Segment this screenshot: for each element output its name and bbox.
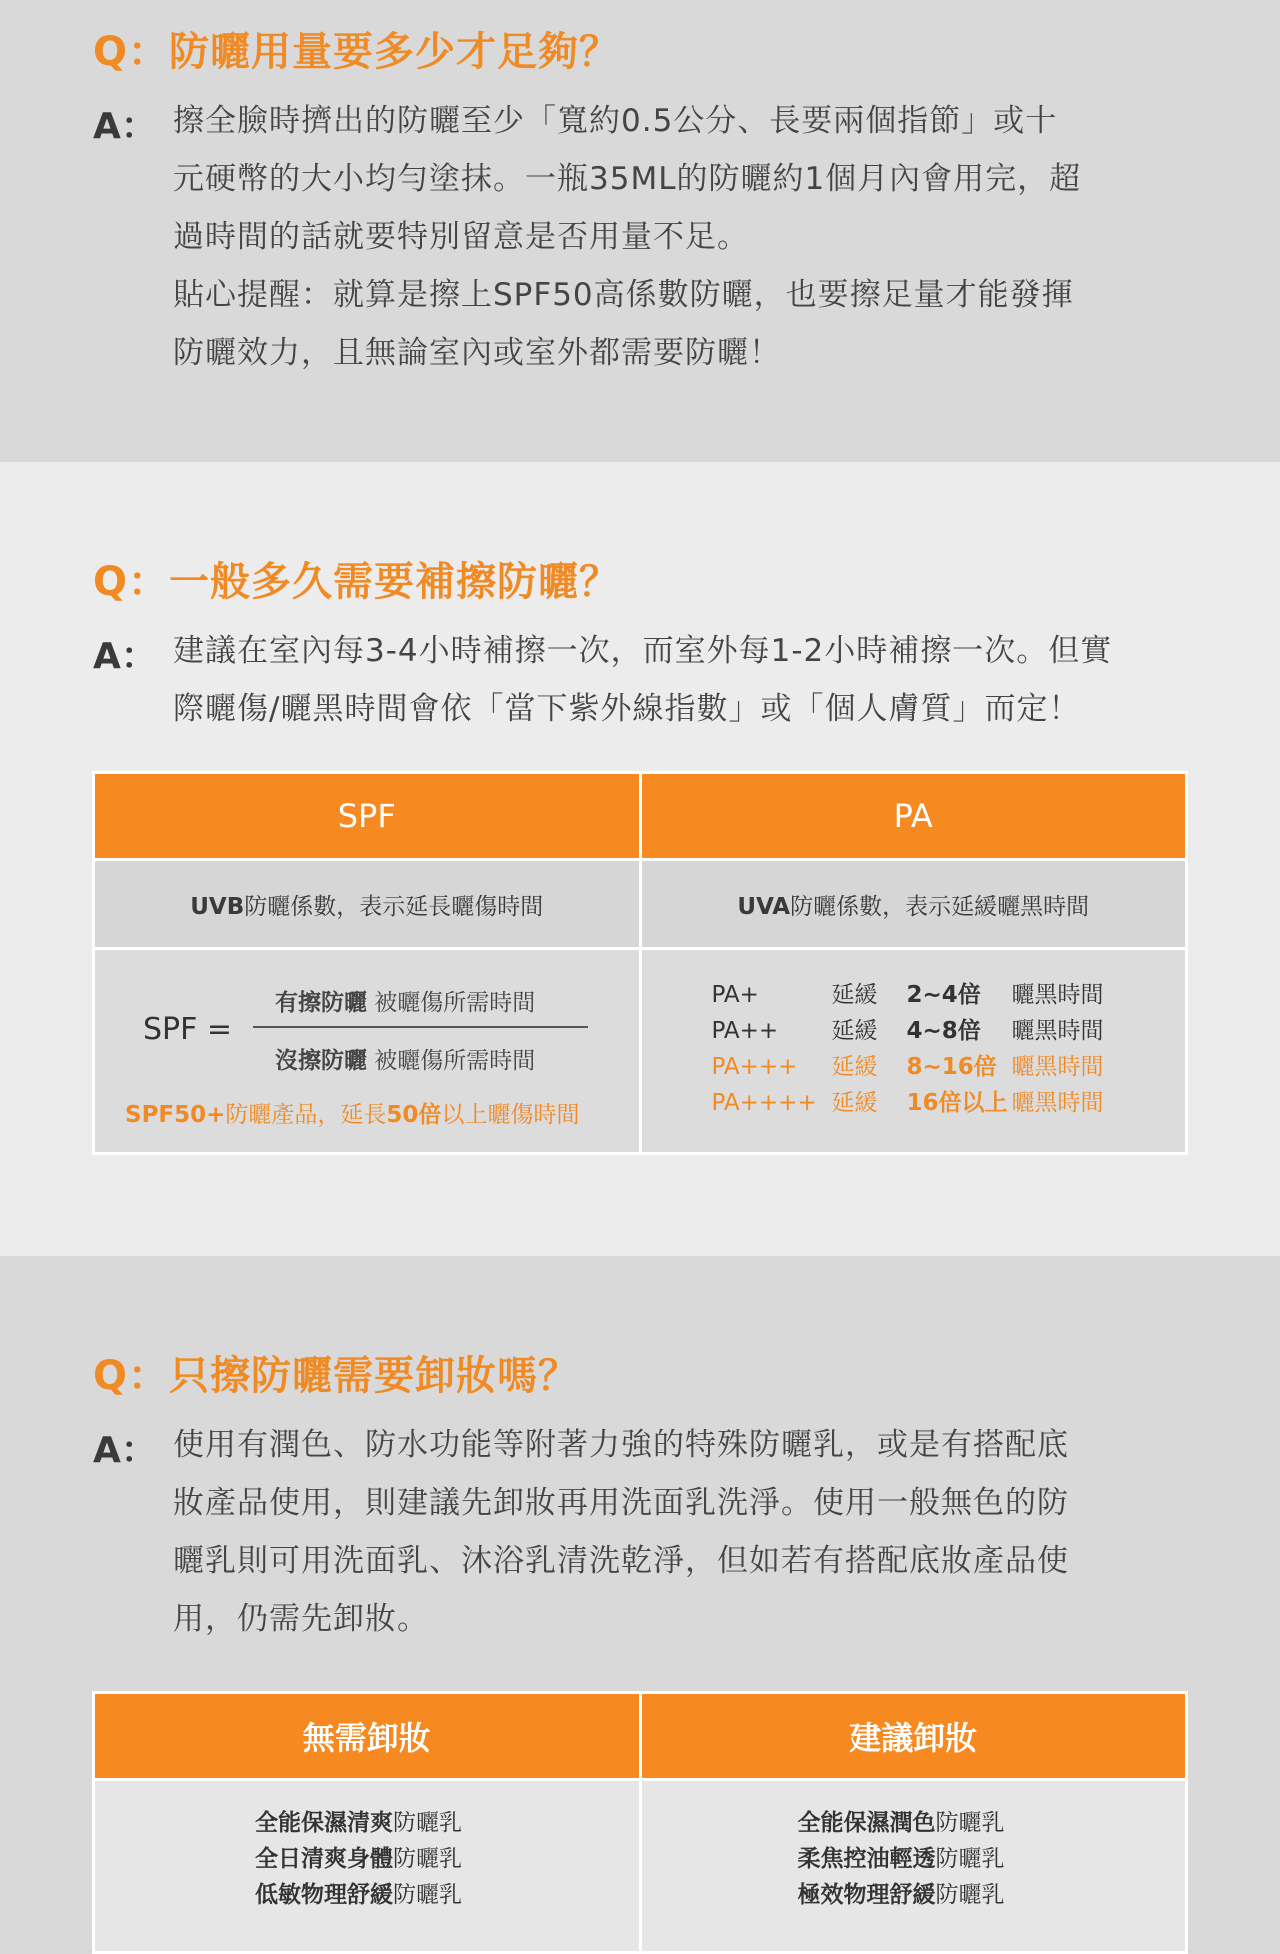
note-part: SPF50+ [125,1102,226,1128]
product-bold: 低敏物理舒緩 [255,1882,393,1908]
pa-result: 曬黑時間 [1011,1054,1104,1080]
spf-formula-cell [94,949,641,1154]
fraction-line [253,1026,588,1028]
pa-result: 曬黑時間 [1011,1090,1104,1116]
note-part: 50倍 [386,1102,442,1128]
removal-list-cell [640,1780,1187,1953]
pa-result: 曬黑時間 [1011,1018,1104,1044]
pa-row [712,1048,1104,1081]
spf-equation-label: SPF = [143,1012,233,1047]
product-rest: 防曬乳 [393,1846,462,1872]
numerator-rest: 被曬傷所需時間 [367,990,536,1016]
subtitle-rest: 防曬係數，表示延緩曬黑時間 [790,893,1090,920]
product-list [95,1781,639,1913]
answer-line: 妝產品使用，則建議先卸妝再用洗面乳洗淨。使用一般無色的防 [173,1485,1069,1521]
product-rest: 防曬乳 [393,1810,462,1836]
product-rest: 防曬乳 [935,1882,1005,1908]
question-heading: Q：只擦防曬需要卸妝嗎？ [93,1353,580,1399]
formula-denominator [275,1042,535,1075]
denominator-rest: 被曬傷所需時間 [367,1048,536,1074]
pa-verb: 延緩 [831,1018,878,1044]
note-part: 以上曬傷時間 [441,1102,580,1128]
answer-line: 使用有潤色、防水功能等附著力強的特殊防曬乳，或是有搭配底 [173,1427,1069,1463]
product-bold: 全日清爽身體 [255,1846,393,1872]
spf50-note [125,1096,579,1129]
product-list [642,1781,1186,1913]
answer-line: 過時間的話就要特別留意是否用量不足。 [173,219,749,255]
pa-verb: 延緩 [831,1090,878,1116]
pa-result: 曬黑時間 [1011,982,1104,1008]
answer-line: 元硬幣的大小均勻塗抹。一瓶35ML的防曬約1個月內會用完，超 [173,161,1082,197]
subtitle-bold: UVA [737,893,791,920]
product-bold: 全能保濕清爽 [255,1810,393,1836]
list-item [798,1877,1186,1913]
list-item [798,1841,1186,1877]
no-removal-list-cell [94,1780,641,1953]
pa-factor: 4~8倍 [906,1018,981,1044]
pa-verb: 延緩 [831,982,878,1008]
spf-pa-table [92,771,1188,1155]
answer-text [173,622,1183,738]
list-item [798,1805,1186,1841]
pa-level: PA++ [711,1018,779,1044]
answer-text [173,1416,1183,1648]
product-bold: 柔焦控油輕透 [797,1846,936,1872]
pa-row [712,976,1104,1009]
answer-label: A： [93,106,157,147]
answer-line: 擦全臉時擠出的防曬至少「寬約0.5公分、長要兩個指節」或十 [173,103,1058,139]
answer-line: 貼心提醒：就算是擦上SPF50高係數防曬，也要擦足量才能發揮 [173,277,1074,313]
pa-row [712,1012,1104,1045]
pa-level: PA+++ [711,1054,798,1080]
note-part: 防曬產品，延長 [225,1102,387,1128]
pa-subtitle [640,860,1187,949]
list-item [255,1805,639,1841]
answer-line: 際曬傷/曬黑時間會依「當下紫外線指數」或「個人膚質」而定！ [173,691,1081,727]
pa-level: PA++++ [711,1090,817,1116]
subtitle-bold: UVB [190,893,245,920]
answer-line: 建議在室內每3-4小時補擦一次，而室外每1-2小時補擦一次。但實 [173,633,1113,669]
answer-label: A： [93,1430,157,1471]
table-header-spf: SPF [94,773,641,860]
table-header-pa: PA [640,773,1187,860]
pa-row [712,1084,1104,1117]
denominator-bold: 沒擦防曬 [275,1048,367,1074]
pa-levels-cell [640,949,1187,1154]
numerator-bold: 有擦防曬 [275,990,367,1016]
list-item [255,1877,639,1913]
list-item [255,1841,639,1877]
table-header-no-removal: 無需卸妝 [94,1693,641,1780]
product-rest: 防曬乳 [393,1882,462,1908]
answer-text [173,92,1183,382]
product-bold: 全能保濕潤色 [797,1810,936,1836]
formula-numerator [275,984,535,1017]
faq-section-reapply [0,462,1280,1256]
subtitle-rest: 防曬係數，表示延長曬傷時間 [244,893,544,920]
spf-subtitle [94,860,641,949]
pa-factor: 16倍以上 [906,1090,1008,1116]
answer-line: 防曬效力，且無論室內或室外都需要防曬！ [173,335,781,371]
faq-section-makeup-removal [0,1256,1280,1934]
faq-section-dosage [0,0,1280,462]
question-heading: Q：防曬用量要多少才足夠？ [93,29,621,75]
answer-label: A： [93,636,157,677]
makeup-removal-table [92,1691,1188,1954]
pa-verb: 延緩 [831,1054,878,1080]
table-header-removal: 建議卸妝 [640,1693,1187,1780]
answer-line: 曬乳則可用洗面乳、沐浴乳清洗乾淨，但如若有搭配底妝產品使 [173,1543,1069,1579]
product-rest: 防曬乳 [935,1846,1005,1872]
answer-line: 用，仍需先卸妝。 [173,1601,429,1637]
pa-factor: 2~4倍 [906,982,981,1008]
question-heading: Q：一般多久需要補擦防曬？ [93,559,621,605]
product-bold: 極效物理舒緩 [797,1882,936,1908]
pa-level: PA+ [711,982,759,1008]
pa-factor: 8~16倍 [906,1054,997,1080]
product-rest: 防曬乳 [935,1810,1005,1836]
